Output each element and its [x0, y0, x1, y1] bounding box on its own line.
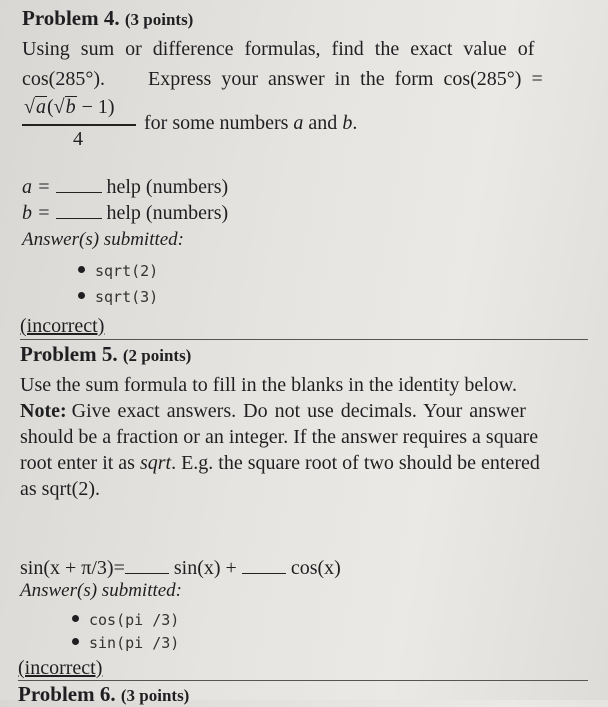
answer-text: sqrt(2) — [95, 262, 159, 280]
problem5-note-line — [20, 400, 526, 423]
identity-row — [20, 557, 341, 580]
answer-row-b — [22, 202, 228, 225]
frac-var-a: a — [35, 96, 46, 118]
problem5-line5: as sqrt(2). — [20, 478, 100, 500]
frac-close-paren: − 1) — [76, 96, 115, 118]
problem5-points: (2 points) — [122, 346, 192, 365]
identity-mid: sin(x) + — [173, 557, 237, 579]
a-label: a = — [22, 176, 51, 198]
problem5-line3: should be a fraction or an integer. If the answer requires a square — [20, 426, 539, 448]
b-answer-blank[interactable] — [56, 204, 102, 219]
answer-text: sin(pi /3) — [89, 634, 180, 652]
after-frac-period: . — [352, 112, 358, 134]
identity-left: sin(x + π/3)= — [20, 557, 125, 579]
note-text: Give exact answers. Do not use decimals. Your answer — [71, 400, 526, 422]
problem4-line2b: Express your answer in the form cos(285°) = — [148, 68, 543, 90]
fraction-denominator: 4 — [73, 128, 83, 150]
problem4-points: (3 points) — [124, 10, 194, 29]
problem5-line1: Use the sum formula to fill in the blanks in the identity below. — [20, 374, 517, 396]
answer-text: sqrt(3) — [95, 288, 159, 306]
problem5-status: (incorrect) — [18, 657, 103, 679]
sqrt-word: sqrt — [139, 452, 172, 474]
problem4-title-text: Problem 4. — [22, 6, 120, 30]
problem5-answer-1 — [72, 611, 179, 629]
line4-rest: . E.g. the square root of two should be entered — [171, 452, 540, 474]
divider — [18, 680, 588, 681]
frac-open-paren: ( — [46, 96, 54, 118]
b-label: b = — [22, 202, 51, 224]
after-frac-text: for some numbers — [144, 112, 289, 134]
bullet-icon — [72, 638, 79, 645]
answer-text: cos(pi /3) — [89, 611, 180, 629]
help-link-b[interactable]: help (numbers) — [106, 202, 229, 224]
bullet-icon — [72, 615, 79, 622]
problem6-title-text: Problem 6. — [18, 682, 116, 706]
bullet-icon — [78, 292, 85, 299]
problem5-answer-2 — [72, 634, 179, 652]
line4-start: root enter it as — [20, 452, 135, 474]
identity-blank-1[interactable] — [125, 559, 169, 574]
fraction-bar — [22, 124, 136, 126]
problem5-submitted-label: Answer(s) submitted: — [20, 580, 183, 601]
problem4-after-fraction — [144, 112, 357, 135]
after-frac-and: and — [308, 112, 338, 134]
frac-var-b: b — [65, 96, 76, 118]
after-frac-var-b: b — [342, 112, 353, 134]
after-frac-var-a: a — [293, 112, 304, 134]
problem4-line1: Using sum or difference formulas, find the exact value of — [22, 38, 535, 60]
problem4-submitted-label: Answer(s) submitted: — [22, 229, 185, 250]
identity-blank-2[interactable] — [242, 559, 286, 574]
problem5-line4 — [20, 452, 540, 475]
problem4-status: (incorrect) — [20, 315, 105, 337]
problem5-title-text: Problem 5. — [20, 342, 118, 366]
identity-right: cos(x) — [290, 557, 341, 579]
problem6-title — [18, 682, 189, 707]
problem5-title — [20, 342, 191, 367]
problem4-title — [22, 6, 193, 31]
fraction-numerator: √a(√b − 1) — [24, 96, 115, 118]
problem4-answer-1 — [78, 262, 158, 280]
a-answer-blank[interactable] — [56, 178, 102, 193]
divider — [20, 339, 588, 340]
bullet-icon — [78, 266, 85, 273]
problem6-points: (3 points) — [120, 686, 190, 705]
problem4-answer-2 — [78, 288, 158, 306]
help-link-a[interactable]: help (numbers) — [106, 176, 229, 198]
answer-row-a — [22, 176, 228, 199]
problem4-line2a: cos(285°). — [22, 68, 105, 90]
note-label: Note: — [20, 400, 67, 422]
